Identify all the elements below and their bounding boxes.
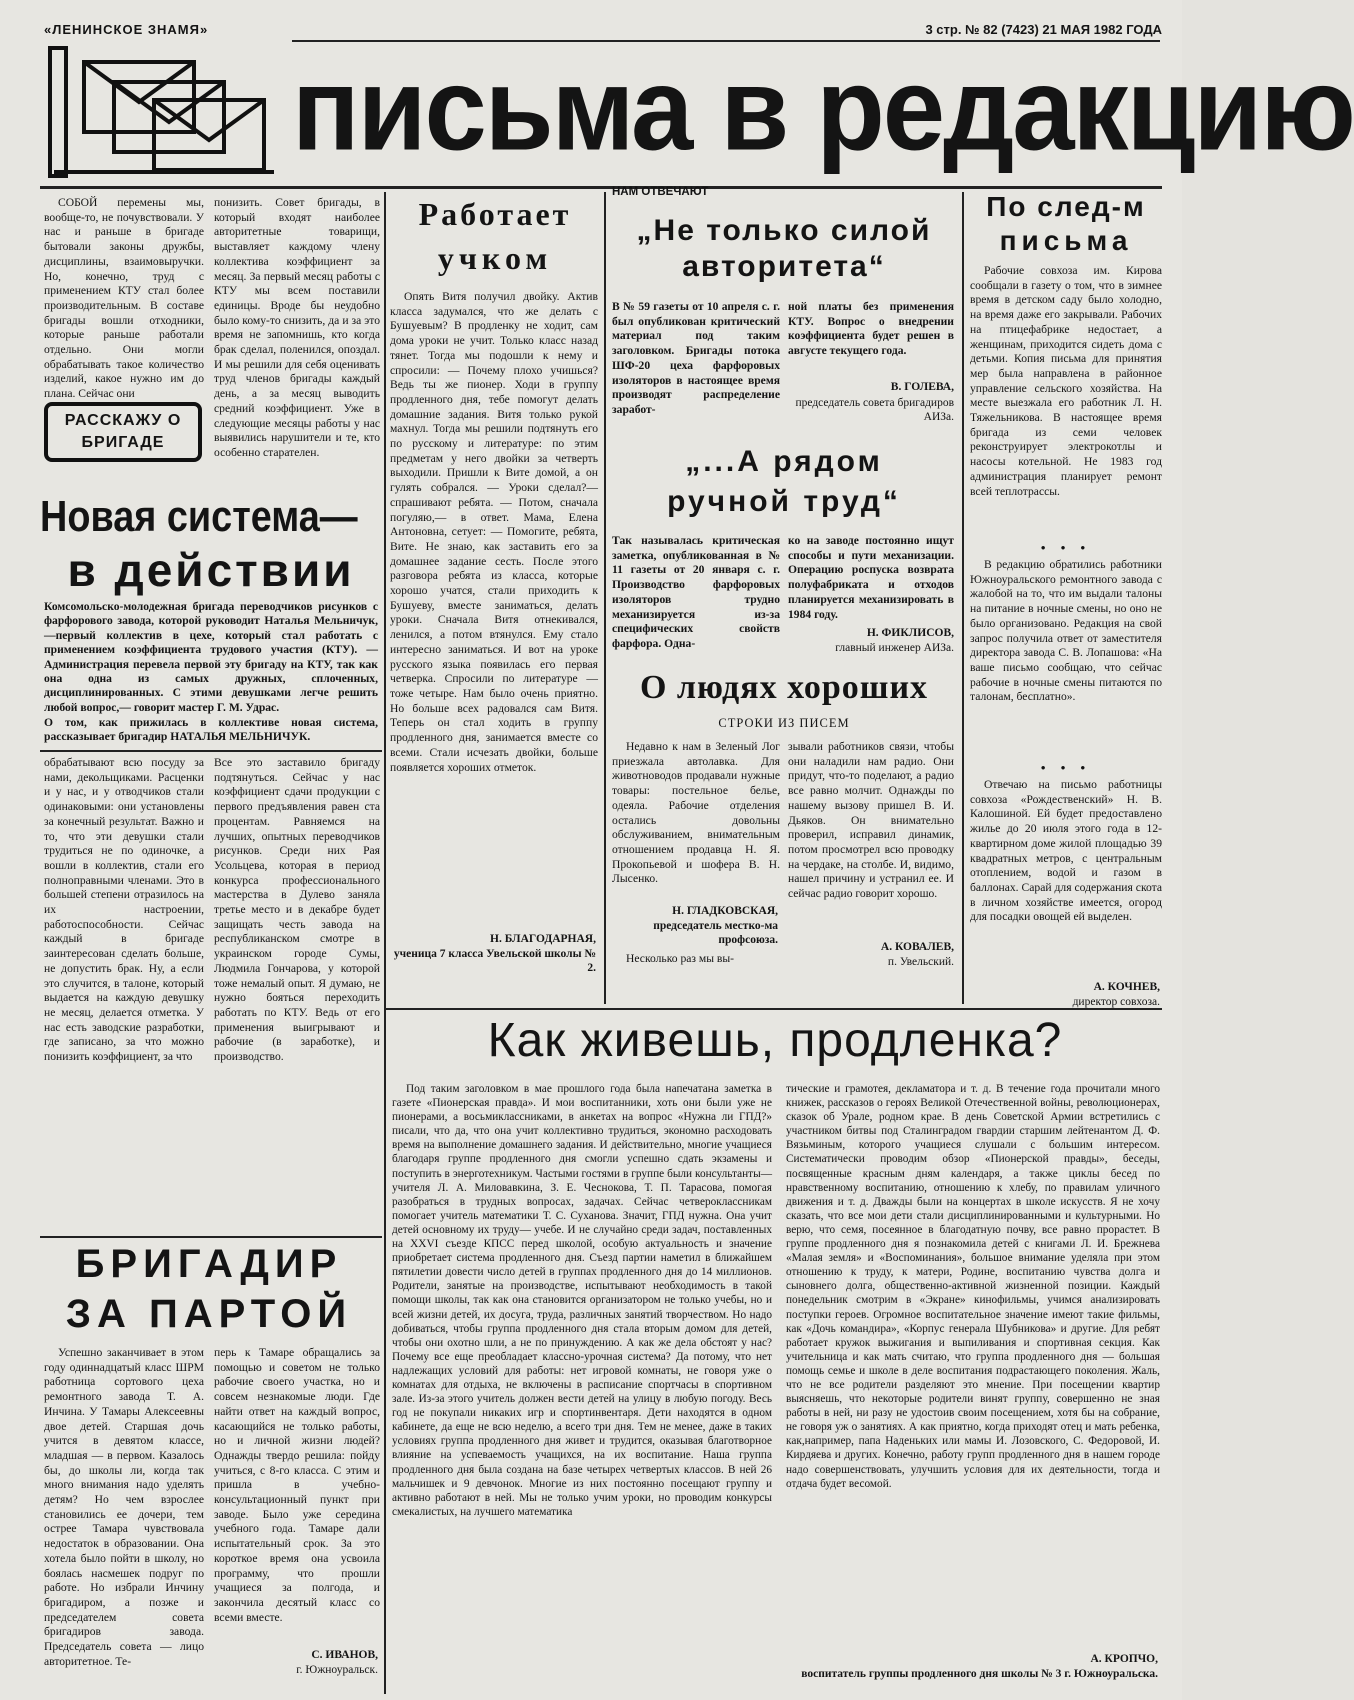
section-title: письма в редакцию [292,43,1354,175]
uchkom-headline-2: учком [437,240,553,276]
people-col-b: зывали работников связи, чтобы они наладили нам радио. Они придут, что-то поделают, а радио все равно молчит. Однажды по нашему вызову пришел В. И. Дьяков. Он внимательно проверил, исправил динамик, потом просмотрел всю проводку на чердаке, на столбе. И, видимо, нашел причину и устранил ее. И сейчас радио говорит хорошо. [788,740,954,901]
trail-text-3: Отвечаю на письмо работницы совхоза «Рождественский» Н. В. Калошиной. Ей будет предоставлено жилье до 20 июля этого года в 12-квартирном доме жилой площадью 39 квадратных метров, с центральным отоплением, водой и газом в баллонах. Сарай для содержания скота в личном хозяйстве имеется, огород для посадки овощей ей выделен. [970,778,1162,924]
answers-signature-name: В. ГОЛЕВА, [890,381,954,393]
answers-col-b: ной платы без применения КТУ. Вопрос о внедрении коэффициента будет решен в августе текущего года. [788,300,954,358]
system-headline-1: Новая система— [40,492,358,541]
answers-col-a: В № 59 газеты от 10 апреля с. г. был опубликован критический материал под таким заголовком. Бригады потока ШФ-20 цеха фарфоровых изоляторов в настоящее время производят распределение заработ- [612,300,780,416]
system-lede: Комсомольско-молодежная бригада переводчиков рисунков с фарфорового завода, которой руководит Наталья Мельничук, —первый коллектив в цехе, который стал работать с применением коэффициента трудового участия (КТУ). —Администрация перевела первой эту бригаду на КТУ, так как она одна из самых дружных, сплоченных, дисциплинированных. С этими девушками легче решить любой вопрос,— говорит мастер Г. М. Удрас. [44,600,378,714]
prodlenka-headline: Как живешь, продленка? [487,1014,1063,1067]
trail-signature-name: А. КОЧНЕВ, [1093,981,1160,993]
intro-col-a: СОБОЙ перемены мы, вообще-то, не почувствовали. У нас и раньше в бригаде бытовали законы дружбы, дисциплины, взаимовыручки. Но, конечно, труд с применением КТУ стал более производительным. В составе бригады вошли отходники, которые раньше работали отдельно. Они могли обрабатывать такое количество изделий, какое нужно им до плана. Сейчас они [44,196,204,401]
trail-separator-2: • • • [1040,760,1092,775]
brigadir-signature-place: г. Южноуральск. [296,1664,378,1676]
manual-signature-role: главный инженер АИЗа. [835,642,954,654]
trail-headline-1: По след-м [986,191,1146,222]
brigadir-headline-1: БРИГАДИР [75,1242,343,1286]
answers-headline-2: авторитета“ [682,250,886,283]
answers-headline-1: „Не только силой [636,214,932,247]
uchkom-text: Опять Витя получил двойку. Актив класса задумался, что же делать с Бушуевым? В продленку не ходит, сам дома уроки не учит. Только класс назад тянет. Тогда мы подошли к нему и спросили: — Почему плохо учишься? Ведь ты же пионер. Ходи в группу продленного дня, тебе помогут делать домашние задания. Витя только рукой махнул. Тогда мы решили подтянуть его по русскому и литературе: по этим предметам у него двойки за четверть выходили. Пришли к Вите домой, а он гулять собрался. — Уроки сделал?— спрашивают ребята. — Потом, сначала погуляю,— в ответ. Мама, Елена Антоновна, сетует: — Помогите, ребята, Вите. Не знаю, как заставить его за домашнее задание сесть. После этого разговора ребята из класса, которые хорошо учатся, стали приходить к Бушуеву, вместе заниматься, делать уроки. Сначала Витя отнекивался, ленился, а потом втянулся. Ему стало интересно заниматься. И вот на уроке русского языка появилась его первая четверка. Спросили по литературе —тоже четыре. Нам было очень приятно. Но больше всех радовался сам Витя. Теперь он стал ходить в группу продленного дня, занимается вместе со всеми. Стали исчезать двойки, больше появляется хороших отметок. [390,290,598,774]
system-lede-2: О том, как прижилась в коллективе новая система, рассказывает бригадир НАТАЛЬЯ МЕЛЬНИЧУК. [44,716,378,744]
people-sig-a-role: председатель местко-ма профсоюза. [653,920,778,946]
uchkom-signature-role: ученица 7 класса Увельской школы № 2. [393,948,596,974]
brigadir-col-b: перь к Тамаре обращались за помощью и советом не только рабочие своего участка, но и совсем незнакомые люди. Где найти ответ на каждый вопрос, касающийся не только работы, но и личной жизни людей? Однажды твердо решила: пойду учиться, с 8-го класса. С этим и пришла в учебно-консультационный пункт при заводе. Было уже середина учебного года. Тамаре дали испытательный срок. За это короткое время она усвоила программу, что прошли учащиеся за полгода, и закончила десятый класс со всеми вместе. [214,1346,380,1624]
people-col-a-tail: Несколько раз мы вы- [626,952,735,965]
prodlenka-signature-role: воспитатель группы продленного дня школы № 3 г. Южноуральска. [801,1668,1158,1680]
people-sig-b-place: п. Увельский. [887,956,954,968]
people-sig-a-name: Н. ГЛАДКОВСКАЯ, [672,905,778,917]
manual-headline-2: ручной труд“ [667,485,901,518]
issue-info: 3 стр. № 82 (7423) 21 МАЯ 1982 ГОДА [925,22,1162,37]
brigade-stamp: РАССКАЖУ О БРИГАДЕ [44,402,202,462]
manual-headline-1: „...А рядом [685,445,883,478]
answers-signature-role: председатель совета бригадиров АИЗа. [795,397,954,423]
system-col-b: Все это заставило бригаду подтянуться. Сейчас у нас коэффициент сдачи продукции с первого предъявления равен ста процентам. Равняемся на лучших, опытных переводчиков рисунков. Среди них Рая Усольцева, которая в период конкурса профессионального мастерства в Дулево заняла третье место и в декабре будет защищать честь завода на республиканском смотре в украинском городе Сумы, Людмила Гончарова, у которой тоже немалый опыт. Я думаю, не нужно бояться переходить работать по КТУ. Ведь от его применения выигрывают и рабочие (в заработке), и производство. [214,756,380,1064]
brigadir-headline-2: ЗА ПАРТОЙ [65,1292,353,1336]
trail-headline-2: письма [999,225,1133,256]
people-headline: О людях хороших [639,669,929,706]
envelopes-icon [44,42,280,182]
system-headline-2: в действии [67,544,355,596]
paper-name: «ЛЕНИНСКОЕ ЗНАМЯ» [44,22,209,37]
manual-signature-name: Н. ФИКЛИСОВ, [866,627,954,639]
brigadir-col-a: Успешно заканчивает в этом году одиннадцатый класс ШРМ работница сортового цеха ремонтного завода Т. А. Инчина. У Тамары Алексеевны двое детей. Старшая дочь учится в девятом классе, младшая — в первом. Казалось бы, до школы ли, когда так много внимания надо уделять детям? Но чем взрослее становились ее дочери, тем острее Тамара чувствовала недостаток в образовании. Она хотела было пойти в школу, но боялась насмешек подруг по работе. Но избрали Инчину бригадиром, а позже и председателем совета бригадиров завода. Председатель совета — лицо авторитетное. Те- [44,1346,204,1668]
people-sig-b-name: А. КОВАЛЕВ, [880,941,954,953]
answers-kicker: НАМ ОТВЕЧАЮТ [612,186,709,198]
brigadir-signature-name: С. ИВАНОВ, [311,1649,378,1661]
uchkom-headline-1: Работает [418,196,572,232]
uchkom-signature-name: Н. БЛАГОДАРНАЯ, [490,933,596,945]
prodlenka-col-b: тические и грамотея, декламатора и т. д. В течение года прочитали много книжек, рассказов о героях Великой Отечественной войны, революционерах, сказок об Урале, родном крае. В день Советской Армии встретились с участником битвы под Сталинградом гвардии старшим лейтенантом Д. Ф. Вязьминым, которого учащиеся слушали с большим интересом. Систематически проводим обзор «Пионерской правды», беседы, посвященные красным дням календаря, а также циклы бесед по нравственному воспитанию, отношению к хлебу, по правилам уличного движения и т. д. Дважды были на концертах в школе искусств. Я не хочу сказать, что все мои дети стали дисциплинированными и культурными. Но верю, что семя, посеянное в благодатную почву, все равно прорастет. В группе продленного дня я познакомила детей с книгами Л. И. Брежнева «Малая земля» и «Воспоминания», большое внимание уделяла при этом отношению к труду, к матери, Родине, воспитанию чувства долга и сыновнего долга, общественно-активной жизненной позиции. Каждый понедельник смотрим в «Экране» кинофильмы, учимся анализировать поступки героев. Огромное воспитательное значение имеют такие фильмы, как «Дочь командира», «Корпус генерала Шубникова» и другие. Для ребят работает кружок выжигания и выпиливания и спортивная секция. Как учительница и как мать считаю, что группа продленного дня — большая помощь семье и школе в деле воспитания подрастающего поколения. Жаль, что не все родители разделяют это мнение. При посещении квартир выясняешь, что некоторые родители винят группу, совершенно не зная работы в ней, ни разу не удостоив своим посещением, хотя бы на собрание, не говоря уж о занятиях. А как приятно, когда приходят отец и мать ребенка, как,например, папа Наденьких или мамы И. Лозовского, С. Федоровой, И. Кирдяева и других. Конечно, работу групп продленного дня в нашем городе надо совершенствовать, улучшить условия для их деятельности, тогда и отдача будет весомой. [786,1083,1160,1490]
intro-col-b: понизить. Совет бригады, в который входят наиболее авторитетные товарищи, выставляет каждому члену коллектива коэффициент за месяц. За первый месяц работы с КТУ мы всем поставили единицы. Вроде бы неудобно было кому-то снизить, да и за это время не запомнишь, кто когда брак сделал, поленился, опоздал. И мы решили для себя оценивать труд членов бригады каждый день, а за месяц выводить средний коэффициент. Уже в следующие месяцы работы у нас выявились нарушители и те, кто особенно старателен. [214,196,380,459]
trail-separator-1: • • • [1040,540,1092,555]
people-subhead: СТРОКИ ИЗ ПИСЕМ [718,716,850,730]
manual-col-b: ко на заводе постоянно ищут способы и пути механизации. Операцию роспуска возврата полуфабриката и отходов планируется механизировать в 1984 году. [788,534,954,621]
prodlenka-signature-name: А. КРОПЧО, [1090,1653,1158,1665]
trail-signature-role: директор совхоза. [1072,996,1160,1008]
people-col-a: Недавно к нам в Зеленый Лог приезжала автолавка. Для животноводов продавали нужные товары: постельное белье, одеяла. Рабочие отделения остались довольны обслуживанием, внимательным отношением продавца Н. Я. Прокопьевой и шофера В. Н. Лысенко. [612,740,780,886]
trail-text-2: В редакцию обратились работники Южноуральского ремонтного завода с жалобой на то, что им выдали талоны на питание в ночные смены, но оно не было организовано. Редакция на свой запрос получила ответ от заместителя директора завода С. В. Лопашова: «На ваше письмо сообщаю, что сейчас рабочие в ночные смены питаются по талонам, бесплатно». [970,558,1162,704]
system-col-a: обрабатывают всю посуду за нами, декольщиками. Расценки и у нас, и у отводчиков стали одинаковыми: они установлены за конечный результат. Важно и то, что эти девушки стали трудиться не по одиночке, а вошли в коллектив, стали его полноправными членами. Это в большей степени отразилось на их настроении, работоспособности. Сейчас каждый в бригаде заинтересован сделать больше, не допустить брак. Ну, а если это случится, в талоне, который выдается на каждую девушку не месяц, делается отметка. У нас есть заводские разработки, где записано, за что можно понизить коэффициент, за что [44,756,204,1064]
trail-text-1: Рабочие совхоза им. Кирова сообщали в газету о том, что в зимнее время в детском саду было холодно, на время даже его закрывали. Рабочих на птицефабрике недостает, а женщинам, приходится сидеть дома с детьми. Копия письма для принятия мер была направлена в районное управление сельского хозяйства. На месте выезжала его работник Л. Н. Тяжельникова. В настоящее время бригада из семи человек реконструирует электрокотлы и насосы котельной. Не 1983 год администрация планирует ремонт всей теплотрассы. [970,264,1162,498]
prodlenka-col-a: Под таким заголовком в мае прошлого года была напечатана заметка в газете «Пионерская правда». И мои воспитанники, хоть они были уже не пионерами, а восьмиклассниками, в анкетах на вопрос «Нужна ли ГПД?» писали, что да, что она учит коллективно трудиться, экономно расходовать время на выполнение домашнего задания. И действительно, многие учащиеся благодаря группе продленного дня смогли успешно сдать экзамены и поступить в энерготехникум. Частыми гостями в группе были консультанты— учителя Л. А. Миловавкина, З. Е. Чеснокова, Т. П. Тарасова, помогая разобраться в трудных вопросах, задачах. Сейчас четвероклассникам помогает учитель математики Т. С. Суханова. Значит, ГПД нужна. Она учит детей основному их труду— учебе. И не случайно среди задач, поставленных на XXVI съезде КПСС перед школой, особую актуальность и значение приобретает система продленного дня. Съезд партии наметил в ближайшем пятилетии довести число детей в группах продленного дня до 14 миллионов. Родители, занятые на производстве, испытывают необходимость в такой помощи школы, так как она становится организатором не только учебы, но и всей жизни детей, их досуга, труда, различных занятий творчеством. Но надо добиваться, чтобы группа продленного дня стала вторым домом для детей, чтобы они охотно шли, а не по принуждению. А как же дела обстоят у нас? Почему все еще преобладает классно-урочная система? Да потому, что нет надлежащих условий для работы: нет игровой комнаты, не говоря уже о комнатах для отдыха, не включены в расписание спортчасы в спортивном зале. Из-за этого учитель должен вести детей на улицу в любую погоду. Весь год не покупали никаких игр и спортинвентаря. Дети находятся в одном кабинете, да еще не всю неделю, а всего три дня. Тем не менее, даже в таких условиях группа продленного дня живет и трудится, оказывая благотворное влияние на успеваемость учащихся, на их воспитание. Наша группа продленного дня была создана на базе четырех четвертых классов. В ней 26 мальчишек и 9 девчонок. Многие из них постоянно посещают группу и активно работают в ней. Мы не только учим уроки, но проводим конкурсы смекалистых, на лучшего математика [392,1083,772,1518]
manual-col-a: Так называлась критическая заметка, опубликованная в № 11 газеты от 20 января с. г. Производство фарфоровых изоляторов трудно механизируется из-за специфических свойств фарфора. Одна- [612,534,780,650]
